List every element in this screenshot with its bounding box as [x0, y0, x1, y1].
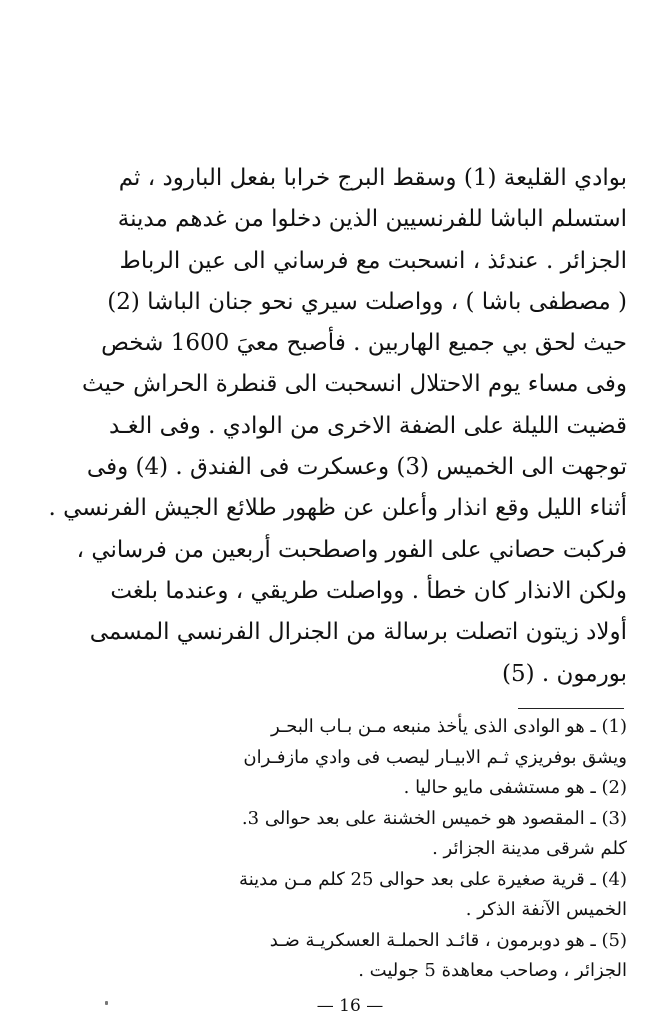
- body-text: [48, 158, 627, 695]
- body-line: وفى مساء يوم الاحتلال انسحبت الى قنطرة الحراش حيث: [82, 371, 627, 398]
- body-line: أثناء الليل وقع انذار وأعلن عن ظهور طلائع الجيش الفرنسي .: [48, 495, 627, 522]
- footnote-line: (3) ـ المقصود هو خميس الخشنة على بعد حوالى 3.: [241, 807, 627, 829]
- body-line: قضيت الليلة على الضفة الاخرى من الوادي . وفى الغـد: [108, 412, 627, 439]
- footnote-divider: [518, 708, 624, 709]
- footnote-line: ويشق بوفريزي ثـم الابيـار ليصب فى وادي مازفـران: [243, 746, 627, 768]
- body-line: فركبت حصاني على الفور واصطحبت أربعين من فرساني ،: [76, 536, 627, 563]
- body-line: بوادي القليعة (1) وسقط البرج خرابا بفعل البارود ، ثم: [118, 165, 627, 191]
- body-line: أولاد زيتون اتصلت برسالة من الجنرال الفرنسي المسمى: [89, 619, 627, 646]
- body-line: استسلم الباشا للفرنسيين الذين دخلوا من غدهم مدينة: [117, 206, 627, 233]
- footnote-line: (2) ـ هو مستشفى مايو حاليا .: [403, 777, 627, 798]
- body-line: ( مصطفى باشا ) ، وواصلت سيري نحو جنان الباشا (2): [107, 288, 627, 315]
- footnote-line: (4) ـ قرية صغيرة على بعد حوالى 25 كلم مـن مدينة: [239, 868, 627, 890]
- body-line: ولكن الانذار كان خطأ . وواصلت طريقي ، وعندما بلغت: [110, 577, 627, 604]
- body-line: الجزائر . عندئذ ، انسحبت مع فرساني الى عين الرباط: [119, 247, 627, 274]
- scan-speck: [105, 1001, 108, 1005]
- footnote-line: الجزائر ، وصاحب معاهدة 5 جوليت .: [358, 960, 627, 981]
- footnote-line: كلم شرقى مدينة الجزائر .: [432, 838, 627, 859]
- footnotes: [72, 712, 627, 987]
- footnote-line: (5) ـ هو دوبرمون ، قائـد الحملـة العسكريـة ضـد: [269, 929, 627, 951]
- body-line: حيث لحق بي جميع الهاربين . فأصبح معيَ 1600 شخص: [101, 330, 627, 357]
- footnote-line: الخميس الآنفة الذكر .: [465, 899, 627, 920]
- body-line: بورمون . (5): [501, 660, 627, 687]
- page-number: — 16 —: [316, 996, 384, 1016]
- body-line: توجهت الى الخميس (3) وعسكرت فى الفندق . (4) وفى: [86, 454, 627, 481]
- footnote-line: (1) ـ هو الوادى الذى يأخذ منبعه مـن بـاب البحـر: [271, 716, 627, 737]
